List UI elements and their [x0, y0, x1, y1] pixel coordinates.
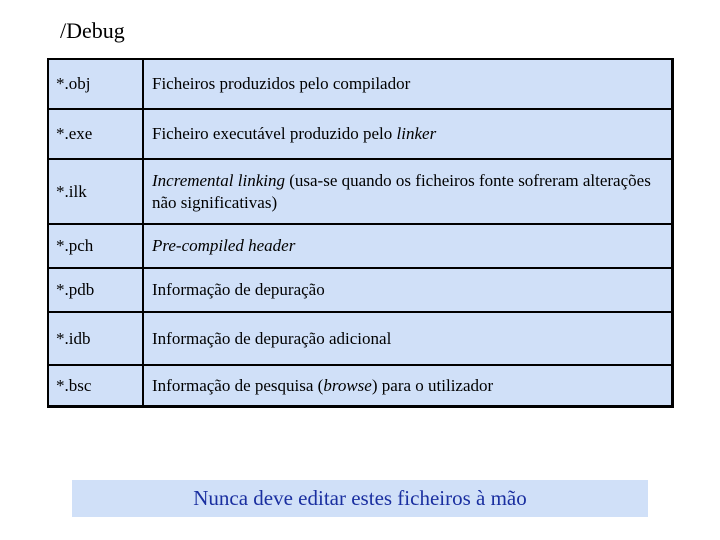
table-row-desc: [144, 60, 671, 108]
warning-note: Nunca deve editar estes ficheiros à mão: [72, 480, 648, 517]
desc-text: ) para o utilizador: [371, 375, 494, 395]
table-row-ext: *.exe: [49, 110, 142, 158]
page-title: /Debug: [60, 18, 125, 43]
desc-text: Informação de depuração adicional: [152, 328, 392, 348]
table-row-ext: *.pch: [49, 225, 142, 267]
desc-emphasis: browse: [323, 375, 372, 395]
table-row-ext: *.bsc: [49, 366, 142, 405]
table-row-desc: [144, 313, 671, 364]
desc-emphasis: Incremental linking: [152, 170, 285, 190]
desc-emphasis: linker: [396, 124, 437, 143]
table-row-desc: [144, 110, 671, 158]
desc-text: Ficheiros produzidos pelo compilador: [152, 74, 411, 93]
table-row-desc: [144, 225, 671, 267]
table-row-desc: [144, 269, 671, 311]
desc-text: Informação de depuração: [152, 280, 325, 299]
desc-emphasis: Pre-compiled header: [152, 236, 296, 255]
file-extension-table: [47, 58, 674, 408]
desc-text: (usa-se quando os ficheiros fonte sofreram alterações não significativas): [152, 170, 651, 212]
table-row-ext: *.ilk: [49, 160, 142, 223]
table-row-ext: *.idb: [49, 313, 142, 364]
desc-text: Ficheiro executável produzido pelo: [152, 124, 397, 143]
table-row-desc: [144, 366, 671, 405]
table-row-desc: [144, 160, 671, 223]
desc-text: Informação de pesquisa (: [152, 375, 324, 395]
table-row-ext: *.obj: [49, 60, 142, 108]
table-row-ext: *.pdb: [49, 269, 142, 311]
